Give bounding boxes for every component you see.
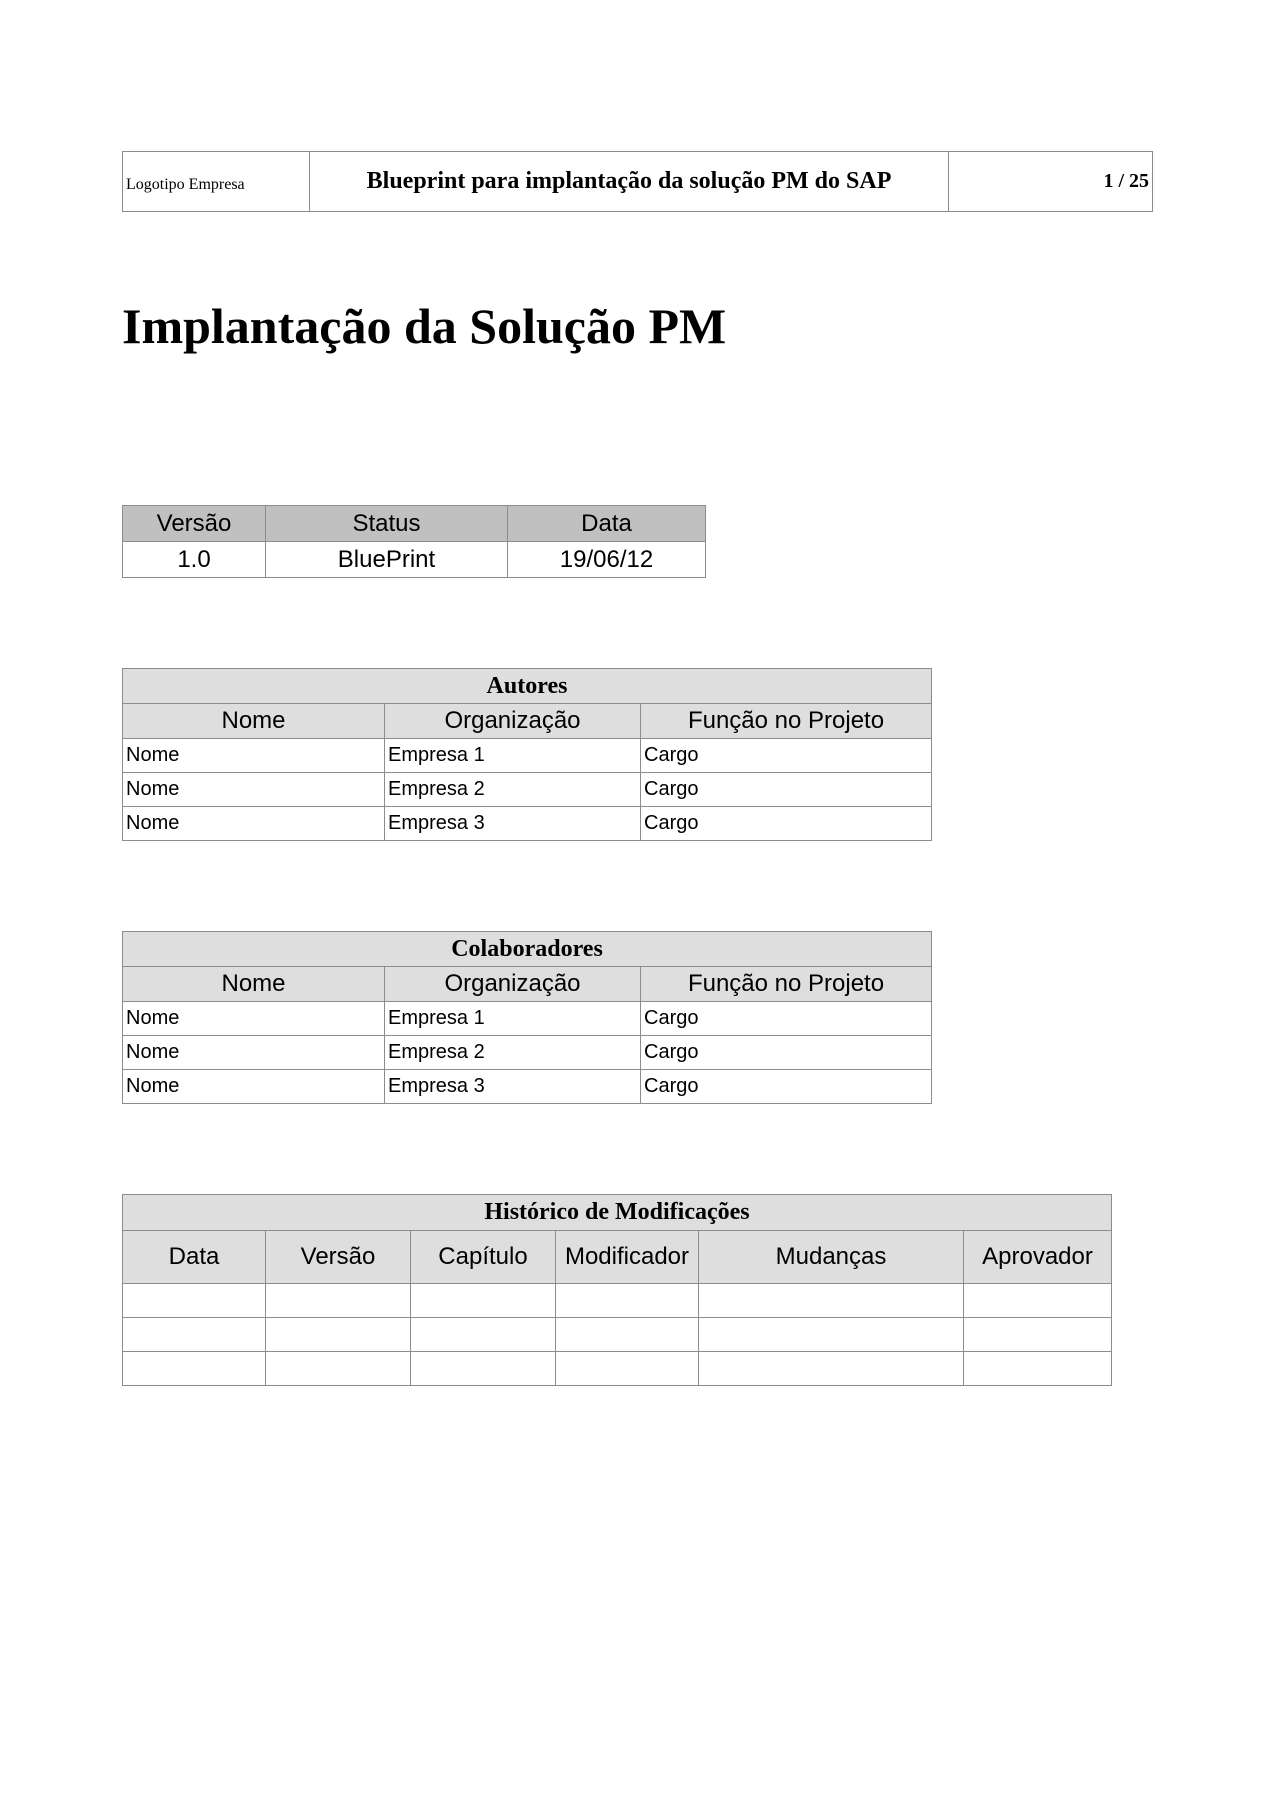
page-number: 1 / 25: [949, 152, 1153, 212]
status-value: BluePrint: [266, 542, 508, 578]
table-row: [123, 1284, 1112, 1318]
version-header-data: Data: [508, 506, 706, 542]
autor-nome: Nome: [123, 773, 385, 807]
version-value: 1.0: [123, 542, 266, 578]
table-cell: [411, 1318, 556, 1352]
historico-table: [122, 1194, 1112, 1386]
table-cell: [266, 1352, 411, 1386]
colaboradores-caption: Colaboradores: [123, 932, 932, 967]
table-row: [123, 739, 932, 773]
colaborador-funcao: Cargo: [641, 1070, 932, 1104]
autor-organizacao: Empresa 3: [385, 807, 641, 841]
table-row: [123, 1036, 932, 1070]
autor-organizacao: Empresa 1: [385, 739, 641, 773]
historico-header-capitulo: Capítulo: [411, 1231, 556, 1284]
colaboradores-table: [122, 931, 932, 1104]
colaborador-organizacao: Empresa 3: [385, 1070, 641, 1104]
autor-nome: Nome: [123, 807, 385, 841]
table-cell: [699, 1284, 964, 1318]
table-row: [123, 1352, 1112, 1386]
table-cell: [411, 1352, 556, 1386]
version-table-value-row: [123, 542, 706, 578]
date-value: 19/06/12: [508, 542, 706, 578]
colaborador-funcao: Cargo: [641, 1036, 932, 1070]
colaborador-funcao: Cargo: [641, 1002, 932, 1036]
table-cell: [964, 1284, 1112, 1318]
autor-funcao: Cargo: [641, 807, 932, 841]
table-row: [123, 773, 932, 807]
historico-header-modificador: Modificador: [556, 1231, 699, 1284]
colaborador-nome: Nome: [123, 1036, 385, 1070]
table-cell: [964, 1352, 1112, 1386]
colaborador-organizacao: Empresa 2: [385, 1036, 641, 1070]
historico-header-mudancas: Mudanças: [699, 1231, 964, 1284]
colaborador-organizacao: Empresa 1: [385, 1002, 641, 1036]
version-header-versao: Versão: [123, 506, 266, 542]
colaboradores-header-nome: Nome: [123, 967, 385, 1002]
colaborador-nome: Nome: [123, 1002, 385, 1036]
autor-nome: Nome: [123, 739, 385, 773]
historico-header-aprovador: Aprovador: [964, 1231, 1112, 1284]
header-title: Blueprint para implantação da solução PM do SAP: [310, 152, 949, 212]
historico-header-data: Data: [123, 1231, 266, 1284]
table-cell: [123, 1284, 266, 1318]
autor-funcao: Cargo: [641, 773, 932, 807]
table-cell: [556, 1318, 699, 1352]
table-cell: [123, 1318, 266, 1352]
autores-caption: Autores: [123, 669, 932, 704]
table-cell: [556, 1284, 699, 1318]
document-title: Implantação da Solução PM: [122, 298, 727, 354]
table-cell: [556, 1352, 699, 1386]
table-row: [123, 807, 932, 841]
table-cell: [123, 1352, 266, 1386]
historico-header-row: [123, 1231, 1112, 1284]
company-logo-placeholder: Logotipo Empresa: [123, 152, 310, 212]
historico-caption: Histórico de Modificações: [123, 1195, 1112, 1231]
table-cell: [964, 1318, 1112, 1352]
table-row: [123, 1070, 932, 1104]
autores-header-row: [123, 704, 932, 739]
version-table-header-row: [123, 506, 706, 542]
table-cell: [411, 1284, 556, 1318]
version-header-status: Status: [266, 506, 508, 542]
table-row: [123, 1318, 1112, 1352]
autores-header-organizacao: Organização: [385, 704, 641, 739]
table-cell: [266, 1318, 411, 1352]
table-cell: [699, 1352, 964, 1386]
table-cell: [699, 1318, 964, 1352]
autor-organizacao: Empresa 2: [385, 773, 641, 807]
version-table: [122, 505, 706, 578]
colaboradores-header-funcao: Função no Projeto: [641, 967, 932, 1002]
page-header: [122, 151, 1153, 212]
colaboradores-header-organizacao: Organização: [385, 967, 641, 1002]
autores-header-funcao: Função no Projeto: [641, 704, 932, 739]
table-row: [123, 1002, 932, 1036]
colaboradores-header-row: [123, 967, 932, 1002]
autores-header-nome: Nome: [123, 704, 385, 739]
autor-funcao: Cargo: [641, 739, 932, 773]
colaborador-nome: Nome: [123, 1070, 385, 1104]
historico-header-versao: Versão: [266, 1231, 411, 1284]
table-cell: [266, 1284, 411, 1318]
autores-table: [122, 668, 932, 841]
